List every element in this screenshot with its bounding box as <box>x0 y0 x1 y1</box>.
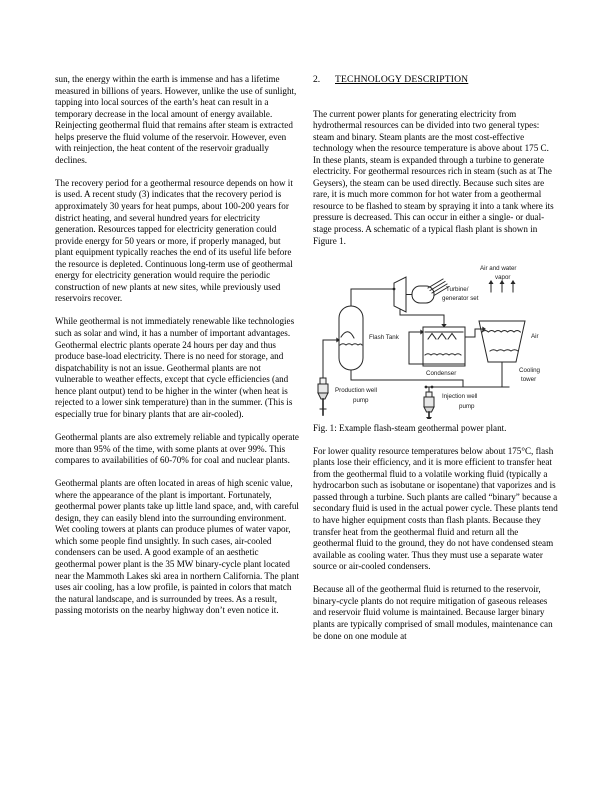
label-production-well-pump-line2: pump <box>353 396 369 404</box>
condenser-spray <box>448 333 456 339</box>
steam-line <box>351 289 394 306</box>
flash-tank-liquid-level <box>340 343 362 344</box>
injection-wellhead <box>426 392 432 397</box>
vapor-arrow-head <box>489 280 494 284</box>
figure-diagram <box>313 259 558 419</box>
injection-header-dot <box>425 385 428 388</box>
label-injection-well-pump-line1: Injection well <box>442 392 478 400</box>
label-condenser: Condenser <box>426 369 457 377</box>
section-heading <box>313 74 558 86</box>
condenser-icon <box>423 327 465 366</box>
paragraph: sun, the energy within the earth is immense and has a lifetime measured in billions of years. However, unlike the use of sunlight, tapping into local sources of the earth’s heat can result in a temporary decrease in the local amount of energy available. Reinjecting geothermal fluid that remains after steam is extracted helps preserve the fluid volume of the reservoir. However, even with reinjection, the heat content of the reservoir gradually declines. <box>55 74 297 165</box>
left-column <box>55 74 300 617</box>
condenser-spray <box>428 333 436 339</box>
production-well-pump-body <box>318 384 328 393</box>
paragraph: For lower quality resource temperatures below about 175°C, flash plants lose their efficiency, and it is more efficient to transfer heat from the geothermal fluid to a volatile working fluid (typically a hydrocarbon such as isobutane or isopentane) that vaporizes and is passed through a turbine. Such plants are called “binary” because a secondary fluid is used in the actual power cycle. These plants tend to have higher equipment costs than flash plants. Because they transfer heat from the geothermal fluid and return all the geothermal fluid to the ground, they do not have condensed steam available as cooling water. Thus they must use a separate water source or air-cooled condensers. <box>313 445 558 572</box>
vapor-arrow-head <box>511 280 516 284</box>
label-air-water-vapor-line2: vapor <box>495 273 511 281</box>
condenser-spray <box>438 333 446 339</box>
production-well-pump-taper <box>318 393 328 399</box>
generator-icon <box>412 286 434 303</box>
label-air: Air <box>531 332 539 340</box>
paragraph: The current power plants for generating electricity from hydrothermal resources can be divided into two general types: steam and binary. Steam plants are the most cost-effective technology when the resource temperature is above about 175 C. In these plants, steam is expanded through a turbine to generate electricity. For geothermal resources rich in steam (such as at The Geysers), the steam can be used directly. Because such sites are rare, it is much more common for hot water from a geothermal resource to be flashed to steam by spraying it into a tank where its pressure is decreased. This can occur in either a single- or dual-stage process. A schematic of a typical flash plant is shown in Figure 1. <box>313 108 554 246</box>
condenser-water-level <box>425 353 461 354</box>
turbine-exhaust-line <box>400 310 444 327</box>
right-column <box>313 74 558 642</box>
section-number: 2. <box>313 74 321 85</box>
label-injection-well-pump-line2: pump <box>459 402 475 410</box>
turbine-icon <box>394 277 406 312</box>
section-title: TECHNOLOGY DESCRIPTION <box>335 74 469 85</box>
injection-well-pump-body <box>424 397 434 407</box>
label-production-well-pump-line1: Production well <box>335 386 377 394</box>
condenser-cold-water-return <box>409 332 465 364</box>
paragraph: Geothermal plants are often located in areas of high scenic value, where the appearance of the plant is important. Fortunately, geothermal power plants take up little land space, and, with careful design, they can easily blend into the surrounding environment. Wet cooling towers at plants can produce plumes of water vapor, which some people find unsightly. In such cases, air-cooled condensers can be used. A good example of an aesthetic geothermal power plant is the 35 MW binary-cycle plant located near the Mammoth Lakes ski area in northern California. The plant uses air cooling, has a low profile, is painted in colors that match the natural landscape, and is surrounded by trees. As a result, passing motorists on the nearby highway don’t even notice it. <box>55 478 300 616</box>
production-wellhead <box>320 378 326 384</box>
figure-caption: Fig. 1: Example flash-steam geothermal power plant. <box>313 422 507 433</box>
label-flash-tank: Flash Tank <box>369 333 399 341</box>
paragraph: Because all of the geothermal fluid is returned to the reservoir, binary-cycle plants do not require mitigation of gaseous releases and reservoir fluid volume is maintained. Because larger binary plants are typically comprised of small modules, maintenance can be done on one module at <box>313 584 553 641</box>
label-turbine-generator-line2: generator set <box>442 294 479 302</box>
flash-tank-deflector <box>341 331 354 337</box>
cooling-tower-fill <box>482 330 520 332</box>
cooling-tower-icon <box>479 321 525 362</box>
label-cooling-tower-line1: Cooling <box>519 366 540 374</box>
label-cooling-tower-line2: tower <box>521 375 537 383</box>
paragraph: While geothermal is not immediately renewable like technologies such as solar and wind, it has a number of important advantages. Geothermal electric plants operate 24 hours per day and thus produce base-load electricity. There is no need for storage, and dispatchability is not an issue. Geothermal plants are not vulnerable to weather effects, except that cycle efficiencies (and hence plant output) tend to be higher in the winter (when heat is rejected to a lower sink temperature) than in the summer. (This is especially true for binary plants that are air-cooled). <box>55 316 295 419</box>
paragraph: The recovery period for a geothermal resource depends on how it is used. A recent study (3) indicates that the recovery period is approximately 30 years for heat pumps, about 100-200 years for district heating, and several hundred years for electricity generation. Resources tapped for electricity generation could provide energy for 50 years or more, if properly managed, but plant equipment typically reaches the end of its useful life before the resource is depleted. Continuous long-term use of geothermal energy for electricity generation would require the periodic construction of new plants at new sites, while previously used reservoirs recover. <box>55 177 293 304</box>
paragraph: Geothermal plants are also extremely reliable and typically operate more than 95% of the time, with some plants at over 99%. This compares to availabilities of 60-70% for coal and nuclear plants. <box>55 431 299 466</box>
flash-tank-icon <box>339 306 363 370</box>
injection-well-arrow <box>426 417 432 419</box>
injection-header-dot <box>431 385 434 388</box>
label-air-water-vapor-line1: Air and water <box>480 264 517 272</box>
cooling-tower-basin-level <box>490 349 518 350</box>
flash-steam-plant-schematic <box>313 259 558 419</box>
label-turbine-generator-line1: Turbine/ <box>446 285 469 293</box>
